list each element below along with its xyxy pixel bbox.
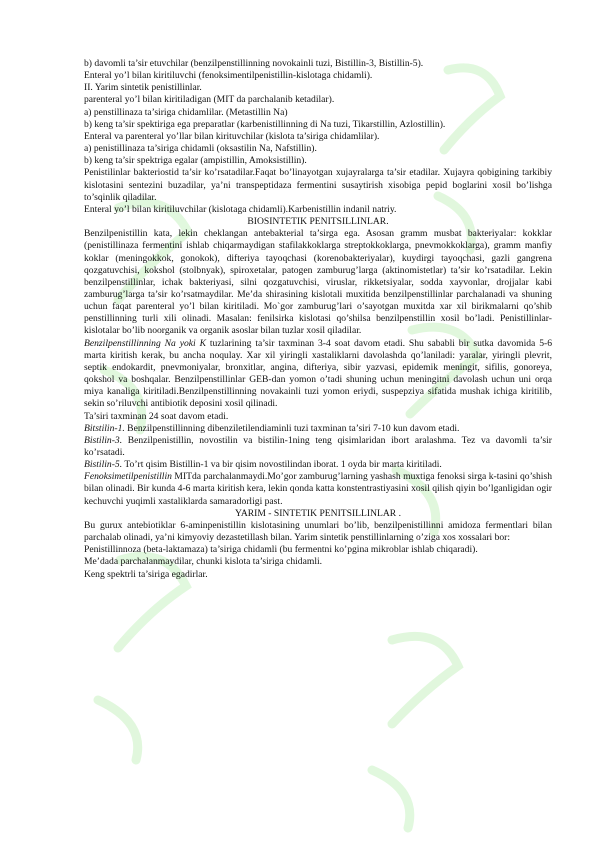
classification-line: parenteral yo’l bilan kiritiladigan (MIT da parchalanib ketadilar). [84,94,335,106]
drug-name-italic: Fenoksimetilpenistillin [84,471,172,483]
body-line: Ta’siri taxminan 24 soat davom etadi. [84,410,229,422]
classification-line: a) penstillinaza ta’siriga chidamlilar. (Metastillin Na) [84,106,288,118]
paragraph-text: Benzilpenstillinning dibenziletilendiaminli tuzi taxminan ta’siri 7-10 kun davom etadi. [124,422,460,434]
body-paragraph: Benzilpenistillin kata, lekin cheklangan antebakterial ta’sirga ega. Asosan gramm musbat bakteriyalar: kokklar (penistillinaza fermentini ishlab chiqarmaydigan stafilakkoklarga streptokkoklarga, pnevmokkoklarga), gramm manfiy koklar (meningokkok, gonokok), difteriya tayoqchasi (korenobakteriyalar), kuydirgi tayoqchasi, gazli gangrena qozgatuvchisi, kokshol (stolbnyak), spiroxetalar, patogen zamburug’larga (aktinomistetlar) ta’sir ko’rsatadilar. Lekin benzilpenstillinlar, ichak bakteriyasi, silni qozgatuvchisi, viruslar, rikketsiyalar, sodda xayvonlar, drojjalar kabi zamburug’larga ta’sir ko’rsatmaydilar. Me’da shirasining kislotali muxitida benzilpenstillinlar parchalanadi va shuning uchun faqat parenteral yo’l bilan kiritiladi. Mo`gor zamburug’lari o’sayotgan muxitda xar xil birikmalarni qo’shib penstillinning turli xili olinadi. Masalan: fenilsirka kislotasi qo’shilsa benzilpenstillin xosil bo’ladi. Penistillinlar-kislotalar bo’lib noorganik va organik asoslar bilan tuzlar xosil qiladilar. [84,228,552,337]
classification-line: Enteral yo’l bilan kiritiluvchilar (kislotaga chidamli).Karbenistillin indanil natriy. [84,203,397,215]
drug-name-italic: Bitstilin-1. [84,422,125,434]
section-heading-roman: II. Yarim sintetik penistillinlar. [84,82,202,94]
body-paragraph [84,471,552,507]
classification-line: b) keng ta’sir spektiriga ega preparatlar (karbenistillinning di Na tuzi, Tikarstillin, Azlostillin). [84,118,446,130]
paragraph-text: To’rt qisim Bistillin-1 va bir qisim novostilindan iborat. 1 oyda bir marta kiritiladi. [122,459,442,471]
section-heading: BIOSINTETIK PENITSILLINLAR. [247,216,389,228]
body-paragraph: Penistillinnoza (beta-laktamaza) ta’siriga chidamli (bu fermentni ko’pgina mikroblar ishlab chiqaradi). [84,544,478,556]
classification-line: a) penistillinaza ta’siriga chidamli (oksastilin Na, Nafstillin). [84,143,317,155]
body-paragraph [84,338,552,411]
drug-name-italic: Bistilin-5. [84,459,123,471]
body-line: Me’dada parchalanmaydilar, chunki kislota ta’siriga chidamli. [84,556,323,568]
classification-line: Enteral va parenteral yo’llar bilan kirituvchilar (kislota ta’siriga chidamlilar). [84,130,380,142]
body-paragraph [84,459,552,471]
paragraph-text: tuzlarining ta’sir taxminan 3-4 soat davom etadi. Shu sababli bir sutka davomida 5-6 marta kiritish kerak, bu ancha noqulay. Xar xil yiringli xastaliklarni davolashda qo’laniladi: yaralar, yiringli plevrit, septik endokardit, pnevmoniyalar, bronxitlar, angina, difteriya, sibir yazvasi, epidemik meningit, sifilis, gonoreya, qokshol va boshqalar. Benzilpenstillinlar GEB-dan yomon o’tadi shuning uchun meningitni davolash uchun uni orqa miya kanaliga kiritiladi.Benzilpenstillinning novakainli tuzi yomon eriydi, suspepziya sifatida mushak ichiga kiritilib, sekin so’riluvchi antibiotik deposini xosil qilinadi. [84,337,552,410]
paragraph-text: Benzilpenistillin, novostilin va bistilin-1ning teng qisimlaridan ibort aralashma. Tez va davomli ta’sir ko’rsatadi. [84,434,552,458]
drug-name-italic: Bistilin-3. [84,434,123,446]
watermark-logo-mark [372,636,458,828]
drug-name-italic: Benzilpenstillinning Na yoki K [84,337,206,349]
body-paragraph [84,423,552,435]
watermark-logo-mark [98,556,186,760]
body-line: Keng spektrli ta’siriga egadirlar. [84,568,208,580]
classification-line: Enteral yo’l bilan kiritiluvchi (fenoksimentilpenistillin-kislotaga chidamli). [84,70,373,82]
classification-line: b) davomli ta’sir etuvchilar (benzilpenstillinning novokainli tuzi, Bistillin-3, Bistillin-5). [84,58,424,69]
document-page [84,58,552,581]
paragraph-text: MITda parchalanmaydi.Mo’gor zamburug’larning yashash muxtiga fenoksi sirga k-tasini qo’shish bilan olinadi. Bir kunda 4-6 marta kiritish kera, lekin qonda katta konstentrastiyasini xosil qilish qiyin bo’lganligidan ogir kechuvchi yuqimli xastaliklarda samaradorligi past. [84,471,552,507]
section-heading: YARIM - SINTETIK PENITSILLINLAR . [234,507,401,519]
classification-line: b) keng ta’sir spektriga egalar (ampistillin, Amoksistillin). [84,155,307,167]
body-paragraph: Bu gurux antebiotiklar 6-aminpenistillin kislotasining unumlari bo’lib, benzilpenistillinni amidoza fermentlari bilan parchalab olinadi, ya’ni kimyoviy dezastetillash bilan. Yarim sintetik penstillinlarning o’ziga xos xossalari bor: [84,519,552,544]
mechanism-paragraph: Penistilinlar bakteriostid ta’sir ko’rsatadilar.Faqat bo’linayotgan xujayralarga ta’sir etadilar. Xujayra qobigining tarkibiy kislotasini sentezini buzadilar, ya’ni transpeptidaza fermentini susaytirish xisobiga pepid boglarini xosil bo’lishga to’sqinlik qiladilar. [84,167,552,203]
body-paragraph [84,435,552,459]
